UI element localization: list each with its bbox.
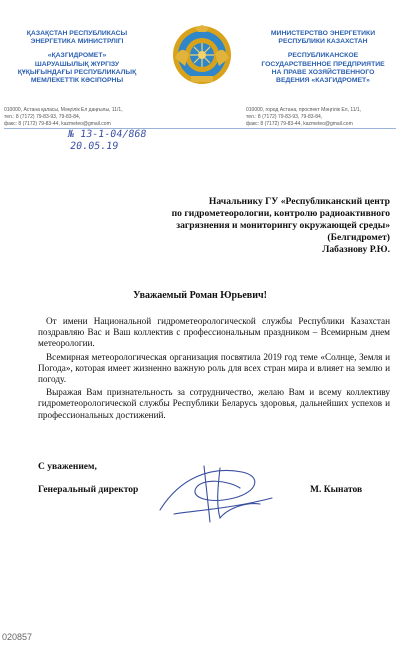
letterhead-right-line: РЕСПУБЛИКИ КАЗАХСТАН (278, 38, 368, 46)
kazakhstan-state-emblem-icon (171, 24, 233, 86)
letterhead-divider (4, 128, 396, 129)
addressee-line: Начальнику ГУ «Республиканский центр (208, 196, 390, 207)
address-line: тел.: 8 (7172) 79-83-93, 79-83-84, (4, 114, 81, 120)
letter-body (38, 316, 390, 423)
letterhead-left-kazakh (2, 30, 152, 85)
address-line: факс: 8 (7172) 79-83-44, kazmeteo@gmail.com (246, 121, 353, 127)
registration-number: № 13-1-04/868 (67, 129, 148, 140)
addressee-line: Лабазнову Р.Ю. (322, 244, 390, 255)
addressee-block (90, 196, 390, 256)
body-paragraph: Выражая Вам признательность за сотрудничество, желаю Вам и всему коллективу гидрометеорологической службы Республики Беларусь здоровья, дальнейших успехов и профессиональных достижений. (38, 387, 390, 420)
address-line: факс: 8 (7172) 79-83-44, kazmeteo@gmail.com (4, 121, 111, 127)
letterhead-right-line: МИНИСТЕРСТВО ЭНЕРГЕТИКИ (270, 30, 376, 37)
address-line: 010000, Астана қаласы, Мәңгілік Ел даңғылы, 11/1, (4, 107, 123, 113)
registration-date: 20.05.19 (69, 141, 119, 152)
body-paragraph: От имени Национальной гидрометеорологической службы Республики Казахстан поздравляю Вас и Ваш коллектив с профессиональным праздником – Всемирным днем метеорологии. (38, 316, 390, 349)
letterhead-left-line: ШАРУАШЫЛЫҚ ЖҮРГІЗУ (34, 60, 120, 68)
body-paragraph: Всемирная метеорологическая организация посвятила 2019 год теме «Солнце, Земля и Погода», которая имеет жизненно важную роль для всех стран мира и влияет на землю и погоду. (38, 351, 390, 385)
letterhead-left-line: «ҚАЗГИДРОМЕТ» (47, 52, 107, 60)
address-line: тел.: 8 (7172) 79-83-93, 79-83-84, (246, 114, 323, 120)
handwritten-signature (150, 458, 280, 528)
letterhead-right-line: НА ПРАВЕ ХОЗЯЙСТВЕННОГО (271, 68, 375, 76)
addressee-line: по гидрометеорологии, контролю радиоактивного (171, 208, 390, 219)
closing-phrase: С уважением, (38, 462, 97, 472)
letterhead-right-line: РЕСПУБЛИКАНСКОЕ (287, 52, 359, 60)
addressee-line: (Белгидромет) (327, 232, 390, 243)
salutation: Уважаемый Роман Юрьевич! (133, 290, 267, 301)
letterhead-left-line: ҚҰҚЫҒЫНДАҒЫ РЕСПУБЛИКАЛЫҚ (17, 68, 137, 76)
addressee-line: загрязнения и мониторингу окружающей среды» (176, 220, 390, 231)
letterhead-left-line: МЕМЛЕКЕТТІК КӘСІПОРНЫ (30, 77, 124, 85)
letterhead-address-right (246, 107, 396, 128)
letterhead-address-left (4, 107, 154, 128)
signer-title: Генеральный директор (38, 485, 139, 495)
letterhead-right-russian (248, 30, 398, 85)
letterhead-left-line: ҚАЗАҚСТАН РЕСПУБЛИКАСЫ (26, 30, 128, 37)
letterhead-right-line: ВЕДЕНИЯ «КАЗГИДРОМЕТ» (276, 77, 370, 85)
address-line: 010000, город Астана, проспект Мәңгілік Ел, 11/1, (246, 107, 362, 113)
letterhead-left-line: ЭНЕРГЕТИКА МИНИСТРЛІГІ (30, 38, 124, 46)
document-code: 020857 (2, 632, 33, 642)
letterhead-right-line: ГОСУДАРСТВЕННОЕ ПРЕДПРИЯТИЕ (261, 60, 385, 68)
signer-name: М. Кынатов (310, 485, 363, 495)
